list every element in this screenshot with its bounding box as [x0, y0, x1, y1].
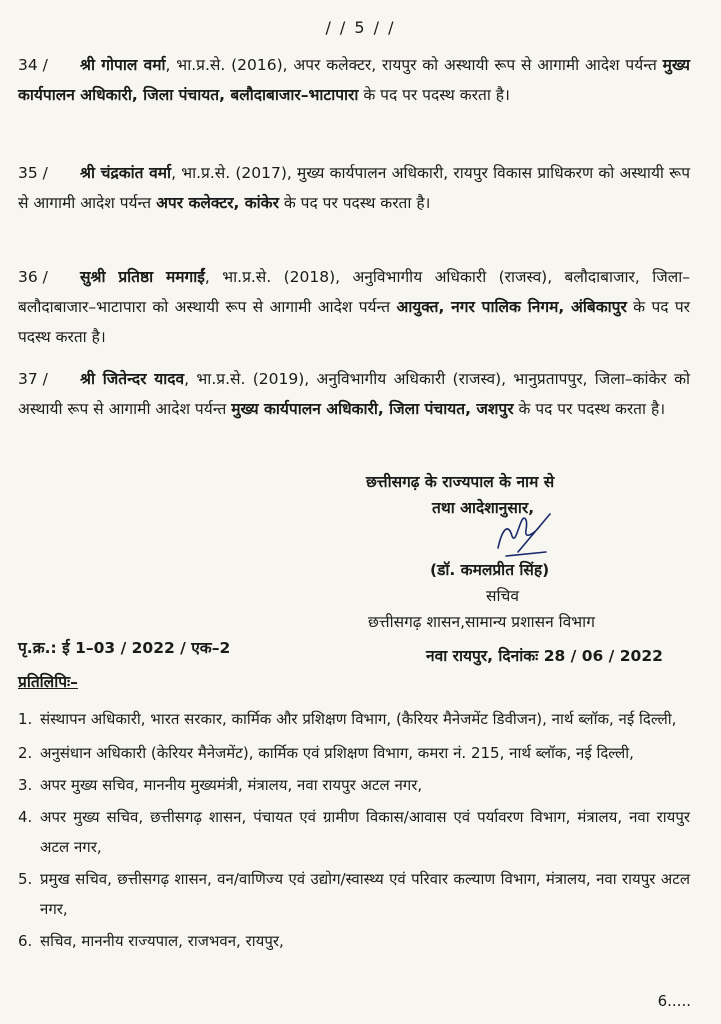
signatory-designation: सचिव — [486, 587, 519, 605]
posting: अपर कलेक्टर, कांकेर — [156, 194, 279, 212]
posting: मुख्य कार्यपालन अधिकारी, जिला पंचायत, बलौदाबाजार–भाटापारा — [18, 56, 690, 104]
para-text-end: के पद पर पदस्थ करता है। — [358, 86, 510, 104]
next-page-marker: 6..... — [657, 992, 691, 1010]
posting: मुख्य कार्यपालन अधिकारी, जिला पंचायत, जशपुर — [231, 400, 514, 418]
officer-name: श्री गोपाल वर्मा — [80, 56, 166, 74]
copy-to-heading: प्रतिलिपिः– — [18, 673, 78, 691]
para-text-end: के पद पर पदस्थ करता है। — [278, 194, 431, 212]
signoff-line-1: छत्तीसगढ़ के राज्यपाल के नाम से — [366, 473, 555, 491]
para-number: 37 / — [18, 370, 48, 388]
officer-name: श्री जितेन्दर यादव — [80, 370, 185, 388]
paragraph-36 — [18, 262, 690, 352]
list-item: 1. संस्थापन अधिकारी, भारत सरकार, कार्मिक और प्रशिक्षण विभाग, (कैरियर मैनेजमेंट डिवीजन), नार्थ ब्लॉक, नई दिल्ली, — [18, 710, 677, 728]
reference-number: पृ.क्र.: ई 1–03 / 2022 / एक–2 — [18, 639, 231, 657]
list-item: 2. अनुसंधान अधिकारी (केरियर मैनेजमेंट), कार्मिक एवं प्रशिक्षण विभाग, कमरा नं. 215, नार्थ ब्लॉक, नई दिल्ली, — [18, 744, 634, 762]
signoff-line-2: तथा आदेशानुसार, — [432, 499, 535, 517]
para-text: , भा.प्र.से. (2018), अनुविभागीय अधिकारी (राजस्व), बलौदाबाजार, जिला–बलौदाबाजार–भाटापारा को अस्थायी रूप से आगामी आदेश पर्यन्त — [18, 268, 690, 316]
list-item: 4. अपर मुख्य सचिव, छत्तीसगढ़ शासन, पंचायत एवं ग्रामीण विकास/आवास एवं पर्यावरण विभाग, मंत्रालय, नवा रायपुर अटल नगर, — [18, 808, 690, 856]
para-text: , भा.प्र.से. (2017), मुख्य कार्यपालन अधिकारी, रायपुर विकास प्राधिकरण को अस्थायी रूप से आगामी आदेश पर्यन्त — [18, 164, 690, 212]
officer-name: सुश्री प्रतिष्ठा ममगाईं — [80, 268, 205, 286]
copy-to-list — [18, 704, 690, 956]
para-text: , भा.प्र.से. (2016), अपर कलेक्टर, रायपुर को अस्थायी रूप से आगामी आदेश पर्यन्त — [165, 56, 663, 74]
para-number: 36 / — [18, 268, 48, 286]
signatory-name: (डॉ. कमलप्रीत सिंह) — [430, 561, 550, 579]
paragraph-35 — [18, 158, 690, 218]
para-text: , भा.प्र.से. (2019), अनुविभागीय अधिकारी (राजस्व), भानुप्रतापपुर, जिला–कांकेर को अस्थायी रूप से आगामी आदेश पर्यन्त — [18, 370, 690, 418]
para-text-end: के पद पर पदस्थ करता है। — [513, 400, 666, 418]
page-number: / / 5 / / — [325, 18, 396, 37]
para-number: 34 / — [18, 56, 48, 74]
posting: आयुक्त, नगर पालिक निगम, अंबिकापुर — [396, 298, 627, 316]
paragraph-37 — [18, 364, 690, 424]
list-item: 6. सचिव, माननीय राज्यपाल, राजभवन, रायपुर, — [18, 932, 284, 950]
para-text-end: के पद पर पदस्थ करता है। — [18, 298, 690, 346]
officer-name: श्री चंद्रकांत वर्मा — [80, 164, 172, 182]
para-number: 35 / — [18, 164, 48, 182]
place-date: नवा रायपुर, दिनांकः 28 / 06 / 2022 — [426, 647, 663, 665]
list-item: 5. प्रमुख सचिव, छत्तीसगढ़ शासन, वन/वाणिज्य एवं उद्योग/स्वास्थ्य एवं परिवार कल्याण विभाग, मंत्रालय, नवा रायपुर अटल नगर, — [18, 870, 690, 918]
list-item: 3. अपर मुख्य सचिव, माननीय मुख्यमंत्री, मंत्रालय, नवा रायपुर अटल नगर, — [18, 776, 423, 794]
signatory-department: छत्तीसगढ़ शासन,सामान्य प्रशासन विभाग — [368, 613, 595, 631]
paragraph-34 — [18, 50, 690, 110]
